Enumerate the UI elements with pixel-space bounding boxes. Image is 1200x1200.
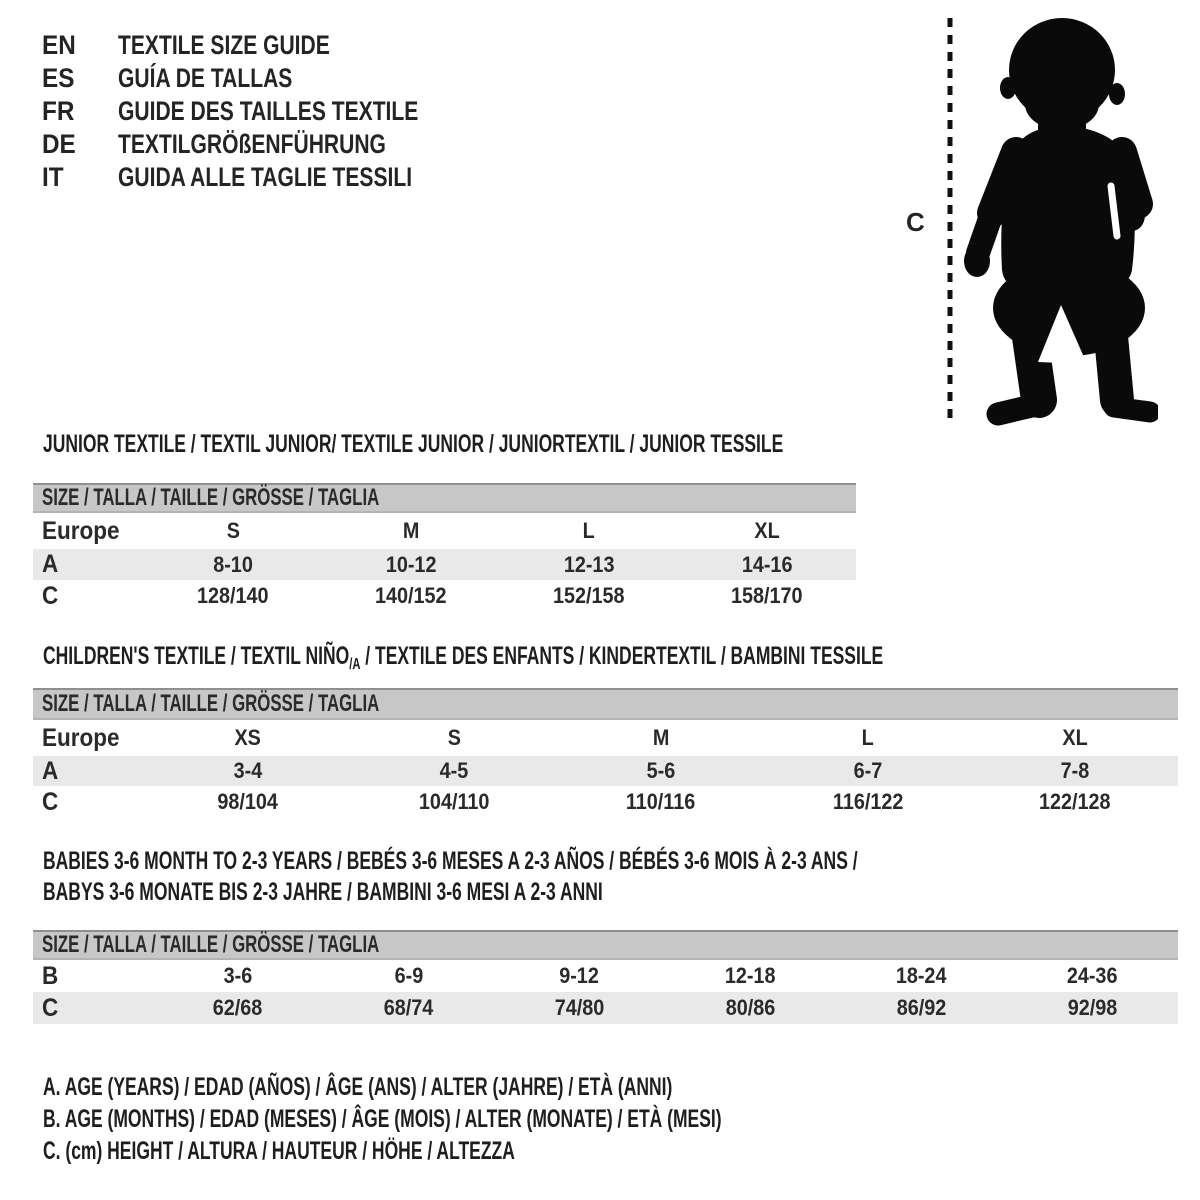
size-cell (351, 725, 558, 751)
cell-value: XS (234, 725, 261, 750)
height-cell (558, 789, 765, 815)
months-cell (836, 963, 1007, 989)
size-header-bar (33, 688, 1178, 720)
babies-size-table (33, 930, 1178, 1024)
row-label (33, 757, 144, 786)
children-row-europe (33, 720, 1178, 756)
language-code (42, 162, 118, 193)
babies-row-height (33, 992, 1178, 1024)
cell-value: 12-18 (725, 963, 776, 988)
age-cell (500, 552, 678, 578)
cell-value: 3-6 (223, 963, 252, 988)
row-label-text: C (42, 581, 59, 610)
months-cell (1007, 963, 1178, 989)
size-cell (144, 725, 351, 751)
cell-value: 12-13 (563, 551, 615, 577)
children-row-age (33, 756, 1178, 786)
height-cell (764, 789, 971, 815)
toddler-silhouette-icon (938, 8, 1158, 428)
cell-value: 128/140 (197, 583, 269, 608)
months-cell (152, 963, 323, 989)
row-label (33, 962, 152, 991)
cell-value: 92/98 (1067, 995, 1118, 1020)
babies-row-months (33, 960, 1178, 992)
months-cell (323, 963, 494, 989)
height-cell (323, 995, 494, 1021)
age-cell (764, 758, 971, 784)
size-cell (764, 725, 971, 751)
cell-value: 116/122 (832, 789, 904, 814)
cell-value: 104/110 (418, 789, 490, 814)
row-label-text: C (42, 787, 59, 816)
cell-value: 3-4 (233, 758, 262, 783)
legend-line-c (43, 1135, 1012, 1167)
junior-size-table (33, 483, 856, 612)
cell-value: 74/80 (554, 995, 605, 1020)
babies-title-line2: BABYS 3-6 MONATE BIS 2-3 JAHRE / BAMBINI 3-6 MESI A 2-3 ANNI (43, 878, 603, 906)
cell-value: M (652, 725, 670, 750)
row-label-text: Europe (42, 516, 120, 545)
junior-section-title (43, 429, 1101, 460)
height-cell (665, 995, 836, 1021)
months-cell (494, 963, 665, 989)
language-code (42, 63, 118, 94)
language-label: GUIDE DES TAILLES TEXTILE (118, 96, 419, 126)
cell-value: 9-12 (559, 963, 600, 988)
height-cell (678, 583, 856, 609)
cell-value: 152/158 (553, 583, 625, 608)
language-label: GUIDA ALLE TAGLIE TESSILI (118, 162, 413, 192)
age-cell (144, 758, 351, 784)
language-row-en (42, 29, 503, 62)
size-header-bar (33, 483, 856, 513)
legend (43, 1071, 1012, 1167)
months-cell (665, 963, 836, 989)
cell-value: L (861, 725, 874, 750)
language-code (42, 96, 118, 127)
language-code-text: FR (42, 96, 75, 126)
language-code-text: IT (42, 162, 64, 192)
height-cell (351, 789, 558, 815)
height-cell (494, 995, 665, 1021)
size-header-label: SIZE / TALLA / TAILLE / GRÖSSE / TAGLIA (42, 690, 380, 717)
language-list (42, 29, 503, 194)
junior-row-europe (33, 513, 856, 549)
row-label (33, 724, 144, 753)
cell-value: 10-12 (385, 551, 437, 577)
babies-section-title (43, 846, 1200, 908)
cell-value: M (402, 518, 420, 543)
language-code-text: DE (42, 129, 76, 159)
cell-value: 5-6 (646, 758, 676, 783)
junior-row-height (33, 580, 856, 612)
height-cell (152, 995, 323, 1021)
cell-value: 86/92 (896, 995, 947, 1020)
size-header-label: SIZE / TALLA / TAILLE / GRÖSSE / TAGLIA (42, 484, 380, 511)
cell-value: XL (1061, 725, 1088, 750)
size-cell (971, 725, 1178, 751)
row-label-text: A (42, 756, 59, 785)
language-row-de (42, 128, 503, 161)
language-code (42, 30, 118, 61)
size-cell (500, 518, 678, 544)
age-cell (678, 552, 856, 578)
size-cell (322, 518, 500, 544)
cell-value: 6-7 (853, 758, 883, 783)
row-label (33, 550, 144, 579)
cell-value: 140/152 (375, 583, 447, 608)
cell-value: 68/74 (383, 995, 434, 1020)
height-cell (836, 995, 1007, 1021)
row-label-text: Europe (42, 723, 120, 752)
children-title-subscript: /A (349, 656, 361, 673)
row-label (33, 788, 144, 817)
cell-value: 122/128 (1038, 789, 1111, 814)
row-label-text: C (42, 993, 59, 1022)
size-header-label: SIZE / TALLA / TAILLE / GRÖSSE / TAGLIA (42, 931, 380, 958)
legend-line-b (43, 1103, 1012, 1135)
height-cell (322, 583, 500, 609)
size-cell (558, 725, 765, 751)
cell-value: 80/86 (725, 995, 776, 1020)
cell-value: XL (754, 518, 780, 543)
height-cell (1007, 995, 1178, 1021)
height-cell (144, 789, 351, 815)
cell-value: 7-8 (1060, 758, 1089, 783)
children-row-height (33, 786, 1178, 818)
age-cell (144, 552, 322, 578)
row-label (33, 582, 144, 611)
language-code (42, 129, 118, 160)
age-cell (322, 552, 500, 578)
language-label: TEXTILGRÖßENFÜHRUNG (118, 129, 386, 159)
size-cell (678, 518, 856, 544)
row-label-text: B (42, 961, 59, 990)
language-code-text: EN (42, 30, 76, 60)
height-cell (144, 583, 322, 609)
size-header-bar (33, 930, 1178, 960)
age-cell (351, 758, 558, 784)
cell-value: L (582, 518, 596, 543)
cell-value: 6-9 (394, 963, 423, 988)
language-row-es (42, 62, 503, 95)
legend-line-c-text: C. (cm) HEIGHT / ALTURA / HAUTEUR / HÖHE / ALTEZZA (43, 1137, 515, 1165)
legend-line-a (43, 1071, 1012, 1103)
cell-value: 18-24 (896, 963, 947, 988)
language-label: GUÍA DE TALLAS (118, 63, 293, 93)
cell-value: 110/116 (626, 789, 696, 814)
height-measure-label: C (906, 207, 925, 237)
cell-value: S (226, 518, 240, 543)
size-cell (144, 518, 322, 544)
row-label-text: A (42, 550, 59, 578)
babies-title-line1: BABIES 3-6 MONTH TO 2-3 YEARS / BEBÉS 3-6 MESES A 2-3 AÑOS / BÉBÉS 3-6 MOIS À 2-3 ANS / (43, 847, 858, 875)
cell-value: 8-10 (213, 551, 253, 577)
height-cell (971, 789, 1178, 815)
toddler-feet (998, 405, 1150, 414)
language-code-text: ES (42, 63, 75, 93)
cell-value: S (447, 725, 461, 750)
junior-section-title-text: JUNIOR TEXTILE / TEXTIL JUNIOR/ TEXTILE JUNIOR / JUNIORTEXTIL / JUNIOR TESSILE (43, 430, 784, 458)
language-row-fr (42, 95, 503, 128)
language-label: TEXTILE SIZE GUIDE (118, 30, 330, 60)
language-row-it (42, 161, 503, 194)
cell-value: 4-5 (439, 758, 469, 783)
children-title-pre: CHILDREN'S TEXTILE / TEXTIL NIÑO (43, 642, 350, 670)
age-cell (971, 758, 1178, 784)
age-cell (558, 758, 765, 784)
children-title-post: / TEXTILE DES ENFANTS / KINDERTEXTIL / BAMBINI TESSILE (360, 642, 884, 670)
legend-line-b-text: B. AGE (MONTHS) / EDAD (MESES) / ÂGE (MOIS) / ALTER (MONATE) / ETÀ (MESI) (43, 1105, 722, 1133)
row-label (33, 994, 152, 1023)
children-section-title (43, 641, 1200, 680)
children-size-table (33, 688, 1178, 818)
height-cell (500, 583, 678, 609)
cell-value: 24-36 (1067, 963, 1118, 988)
cell-value: 62/68 (212, 995, 263, 1020)
row-label (33, 517, 144, 546)
junior-row-age (33, 549, 856, 580)
cell-value: 98/104 (217, 789, 278, 814)
cell-value: 158/170 (731, 583, 803, 608)
children-section-title-text (43, 641, 883, 680)
legend-line-a-text: A. AGE (YEARS) / EDAD (AÑOS) / ÂGE (ANS) / ALTER (JAHRE) / ETÀ (ANNI) (43, 1073, 673, 1101)
cell-value: 14-16 (741, 551, 793, 577)
